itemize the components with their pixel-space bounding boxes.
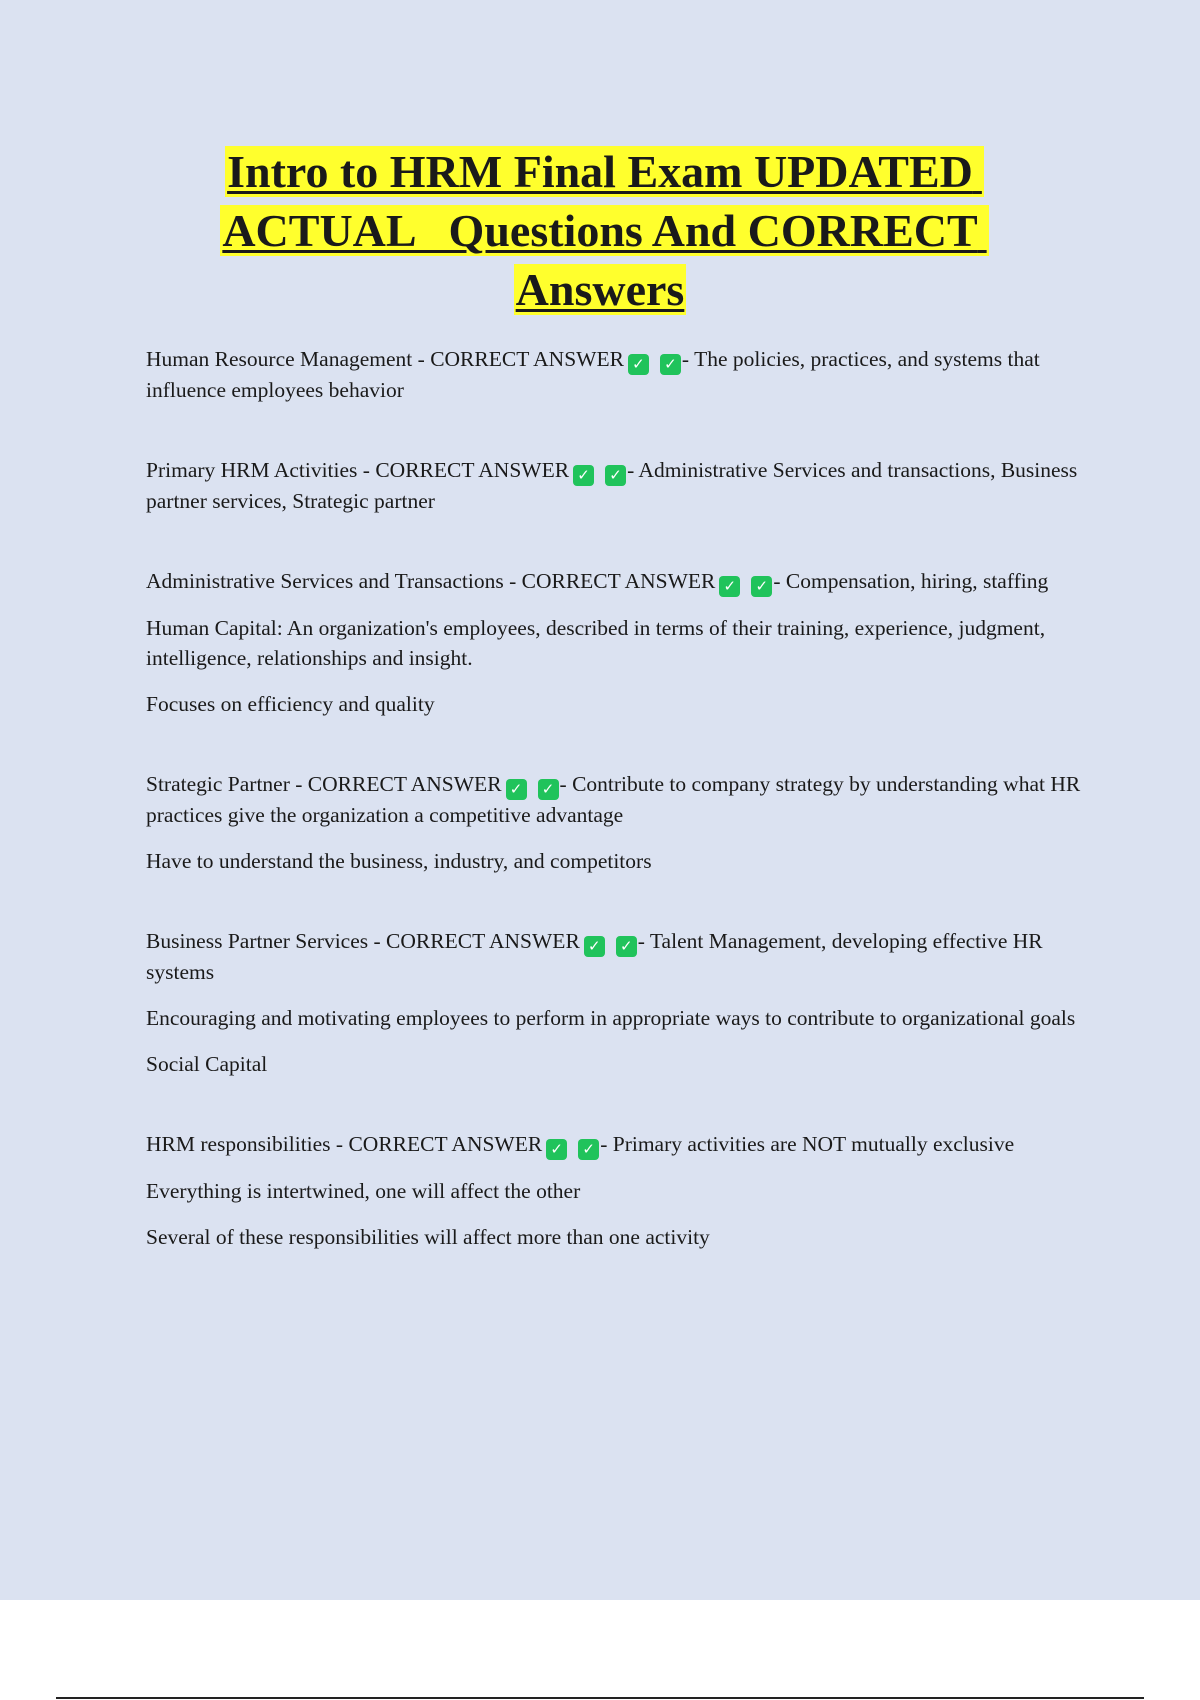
qa-note: Have to understand the business, industry, and competitors [146,849,652,873]
qa-item [146,455,1096,516]
checkmark-icon: ✓ [660,354,681,375]
checkmark-icon: ✓ [538,779,559,800]
qa-note: Several of these responsibilities will affect more than one activity [146,1225,710,1249]
qa-item [146,1129,1096,1252]
qa-note: Encouraging and motivating employees to perform in appropriate ways to contribute to organizational goals [146,1006,1076,1030]
title-block [150,142,1050,319]
qa-answer: - Talent Management, developing effective HR systems [146,929,1043,984]
correct-answer-label: CORRECT ANSWER [307,772,502,796]
correct-answer-label: CORRECT ANSWER [521,569,716,593]
qa-term: Business Partner Services - [146,929,387,953]
footer-divider [56,1697,1144,1699]
qa-question-line [146,566,1096,597]
correct-answer-label: CORRECT ANSWER [386,929,580,953]
qa-term: Administrative Services and Transactions - [146,569,522,593]
qa-note: Everything is intertwined, one will affect the other [146,1179,581,1203]
correct-answer-label: CORRECT ANSWER [375,458,570,482]
qa-question-line [146,926,1096,987]
qa-note: Focuses on efficiency and quality [146,692,435,716]
checkmark-icon: ✓ [584,936,605,957]
qa-answer: - Contribute to company strategy by understanding what HR practices give the organization a competitive advantage [146,772,1081,827]
qa-question-line [146,1129,1096,1160]
correct-answer-label: CORRECT ANSWER [430,347,624,371]
qa-item [146,926,1096,1079]
checkmark-icon: ✓ [719,576,740,597]
checkmark-icon: ✓ [573,465,594,486]
qa-item [146,344,1096,405]
correct-answer-label: CORRECT ANSWER [348,1132,543,1156]
checkmark-icon: ✓ [506,779,527,800]
document-title [150,142,1050,319]
qa-question-line [146,455,1096,516]
qa-question-line [146,344,1096,405]
checkmark-icon: ✓ [546,1139,567,1160]
qa-note: Human Capital: An organization's employees, described in terms of their training, experience, judgment, intelligence, relationships and insight. [146,616,1046,670]
qa-term: Primary HRM Activities - [146,458,376,482]
qa-term: Strategic Partner - [146,772,308,796]
qa-item [146,566,1096,719]
title-highlight: Intro to HRM Final Exam UPDATED ACTUAL Questions And CORRECT Answers [222,146,987,315]
checkmark-icon: ✓ [605,465,626,486]
qa-term: Human Resource Management - [146,347,431,371]
qa-answer: - The policies, practices, and systems that influence employees behavior [146,347,1040,402]
checkmark-icon: ✓ [751,576,772,597]
qa-term: HRM responsibilities - [146,1132,349,1156]
checkmark-icon: ✓ [616,936,637,957]
checkmark-icon: ✓ [578,1139,599,1160]
qa-answer: - Primary activities are NOT mutually exclusive [600,1132,1015,1156]
qa-item [146,769,1096,876]
qa-question-line [146,769,1096,830]
qa-answer: - Administrative Services and transactions, Business partner services, Strategic partner [146,458,1078,513]
checkmark-icon: ✓ [628,354,649,375]
qa-list [146,344,1096,1302]
qa-note: Social Capital [146,1052,268,1076]
qa-answer: - Compensation, hiring, staffing [773,569,1049,593]
